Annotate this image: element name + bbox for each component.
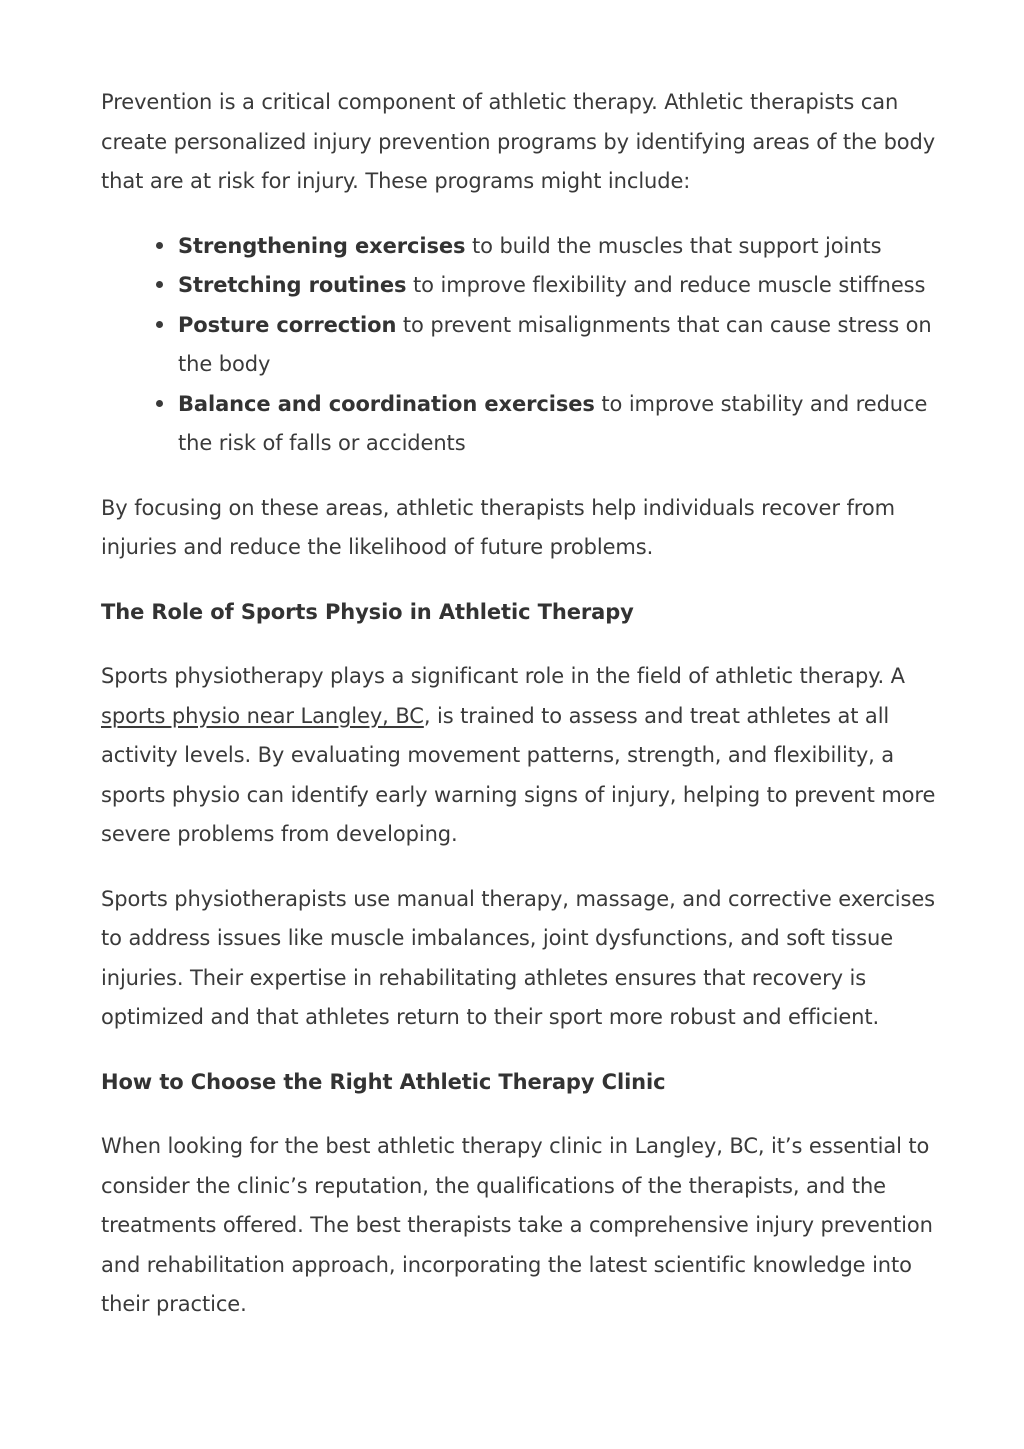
- section-heading-sports-physio: The Role of Sports Physio in Athletic Therapy: [101, 599, 634, 624]
- physiotherapists-paragraph: Sports physiotherapists use manual therapy, massage, and corrective exercises to address issues like muscle imbalances, joint dysfunctions, and soft tissue injuries. Their expertise in rehabilitating athletes ensures that recovery is optimized and that athletes return to their sport more robust and efficient.: [101, 886, 936, 1029]
- section-heading-choose-clinic: How to Choose the Right Athletic Therapy Clinic: [101, 1069, 666, 1094]
- choose-clinic-paragraph: When looking for the best athletic therapy clinic in Langley, BC, it’s essential to consider the clinic’s reputation, the qualifications of the therapists, and the treatments offered. The best therapists take a comprehensive injury prevention and rehabilitation approach, incorporating the latest scientific knowledge into their practice.: [101, 1134, 933, 1316]
- list-item-text: to prevent misalignments that can cause stress on the body: [178, 312, 932, 376]
- list-item-strengthening: [178, 227, 954, 267]
- list-item-text: to build the muscles that support joints: [465, 233, 882, 258]
- paragraph-text: Sports physiotherapy plays a significant role in the field of athletic therapy. A: [101, 664, 905, 688]
- bullet-icon: [156, 321, 163, 328]
- list-item-title: Stretching routines: [178, 273, 407, 297]
- sports-physio-paragraph: [101, 657, 954, 855]
- bullet-icon: [156, 281, 163, 288]
- list-item-stretching: [178, 266, 954, 306]
- list-item-posture: [178, 306, 954, 385]
- list-item-title: Strengthening exercises: [178, 233, 466, 258]
- summary-paragraph: By focusing on these areas, athletic therapists help individuals recover from injuries and reduce the likelihood of future problems.: [101, 495, 895, 559]
- list-item-balance: [178, 385, 954, 464]
- programs-list: [101, 227, 954, 464]
- list-item-text: to improve flexibility and reduce muscle stiffness: [406, 273, 926, 297]
- list-item-title: Balance and coordination exercises: [178, 391, 595, 416]
- list-item-text: to improve stability and reduce the risk of falls or accidents: [178, 391, 928, 455]
- list-item-title: Posture correction: [178, 312, 397, 337]
- bullet-icon: [156, 400, 163, 407]
- paragraph-text: , is trained to assess and treat athletes at all activity levels. By evaluating movement patterns, strength, and flexibility, a sports physio can identify early warning signs of injury, helping to prevent more severe problems from developing.: [101, 703, 936, 846]
- bullet-icon: [156, 242, 163, 249]
- sports-physio-link[interactable]: sports physio near Langley, BC: [101, 703, 424, 728]
- intro-paragraph: Prevention is a critical component of athletic therapy. Athletic therapists can create personalized injury prevention programs by identifying areas of the body that are at risk for injury. These programs might include:: [101, 90, 936, 193]
